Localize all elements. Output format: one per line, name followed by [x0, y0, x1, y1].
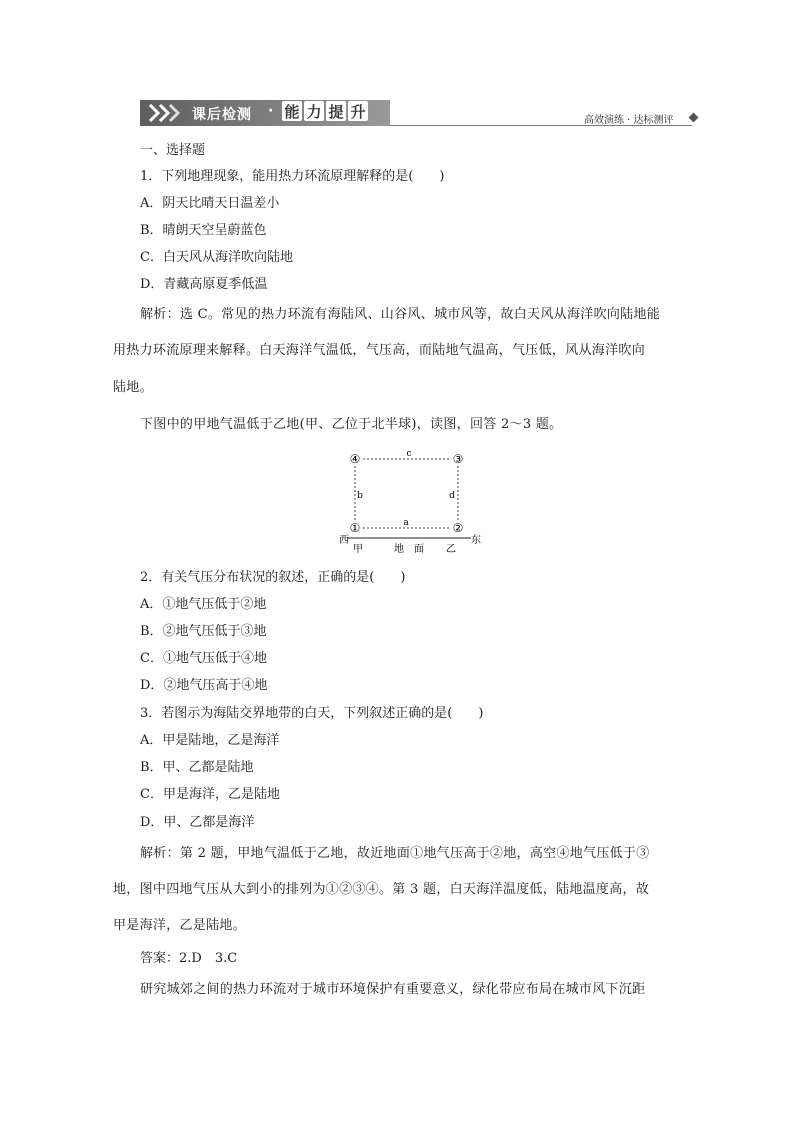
edge-d-label: d	[449, 491, 455, 501]
question-1-analysis-line: 解析：选 C。常见的热力环流有海陆风、山谷风、城市风等，故白天风从海洋吹向陆地能	[140, 307, 661, 322]
question-2-option-c: C．①地气压低于④地	[140, 651, 267, 666]
node-4: ④	[349, 452, 361, 466]
question-1-option-c: C．白天风从海洋吹向陆地	[140, 250, 293, 265]
question-2-option-a: A．①地气压低于②地	[140, 597, 267, 612]
question-3-option-a: A．甲是陆地，乙是海洋	[140, 733, 280, 748]
edge-a-label: a	[403, 518, 409, 528]
answer-line: 答案：2.D 3.C	[140, 951, 238, 966]
question-1-option-b: B．晴朗天空呈蔚蓝色	[140, 223, 267, 238]
section-heading: 一、选择题	[140, 143, 206, 158]
section-banner	[140, 100, 390, 126]
question-2-3-analysis-line: 甲是海洋，乙是陆地。	[113, 918, 247, 933]
banner-subtitle	[282, 101, 368, 121]
questions-2-3-intro: 下图中的甲地气温低于乙地(甲、乙位于北半球)，读图，回答 2～3 题。	[140, 417, 563, 432]
east-label: 东	[471, 535, 481, 546]
banner-subtitle-char: 升	[348, 101, 368, 121]
node-1: ①	[349, 521, 361, 535]
banner-title: 课后检测	[192, 107, 252, 123]
thermal-circulation-diagram	[336, 448, 486, 558]
node-2: ②	[452, 521, 464, 535]
question-1-analysis-line: 用热力环流原理来解释。白天海洋气温低，气压高，而陆地气温高，气压低，风从海洋吹向	[113, 343, 646, 358]
trailing-paragraph-line: 研究城郊之间的热力环流对于城市环境保护有重要意义，绿化带应布局在城市风下沉距	[140, 982, 646, 997]
question-2-option-d: D．②地气压高于④地	[140, 678, 268, 693]
ground-label: 地 面	[394, 544, 424, 555]
question-1-stem: 1．下列地理现象，能用热力环流原理解释的是( )	[140, 169, 445, 184]
question-2-stem: 2．有关气压分布状况的叙述，正确的是( )	[140, 570, 406, 585]
banner-subtitle-char: 能	[282, 101, 302, 121]
edge-b-label: b	[357, 491, 363, 501]
question-2-3-analysis-line: 解析：第 2 题，甲地气温低于乙地，故近地面①地气压高于②地，高空④地气压低于③	[140, 846, 650, 861]
yi-label: 乙	[446, 544, 456, 555]
question-3-stem: 3．若图示为海陆交界地带的白天，下列叙述正确的是( )	[140, 706, 484, 721]
question-2-3-analysis-line: 地，图中四地气压从大到小的排列为①②③④。第 3 题，白天海洋温度低，陆地温度高，故	[113, 882, 650, 897]
header-right-label: 高效演练 · 达标测评	[584, 115, 674, 126]
banner-subtitle-char: 提	[326, 101, 346, 121]
question-1-option-a: A．阴天比晴天日温差小	[140, 196, 280, 211]
question-3-option-c: C．甲是海洋，乙是陆地	[140, 787, 280, 802]
banner-separator: ·	[268, 103, 274, 119]
node-3: ③	[452, 452, 464, 466]
question-3-option-b: B．甲、乙都是陆地	[140, 760, 254, 775]
west-label: 西	[339, 535, 349, 546]
question-1-option-d: D．青藏高原夏季低温	[140, 277, 268, 292]
edge-c-label: c	[406, 449, 412, 459]
question-3-option-d: D．甲、乙都是海洋	[140, 815, 255, 830]
question-2-option-b: B．②地气压低于③地	[140, 624, 267, 639]
diamond-icon	[689, 113, 699, 123]
banner-subtitle-char: 力	[304, 101, 324, 121]
question-1-analysis-line: 陆地。	[113, 380, 153, 395]
jia-label: 甲	[353, 544, 363, 555]
chevron-arrows-icon	[148, 104, 184, 122]
